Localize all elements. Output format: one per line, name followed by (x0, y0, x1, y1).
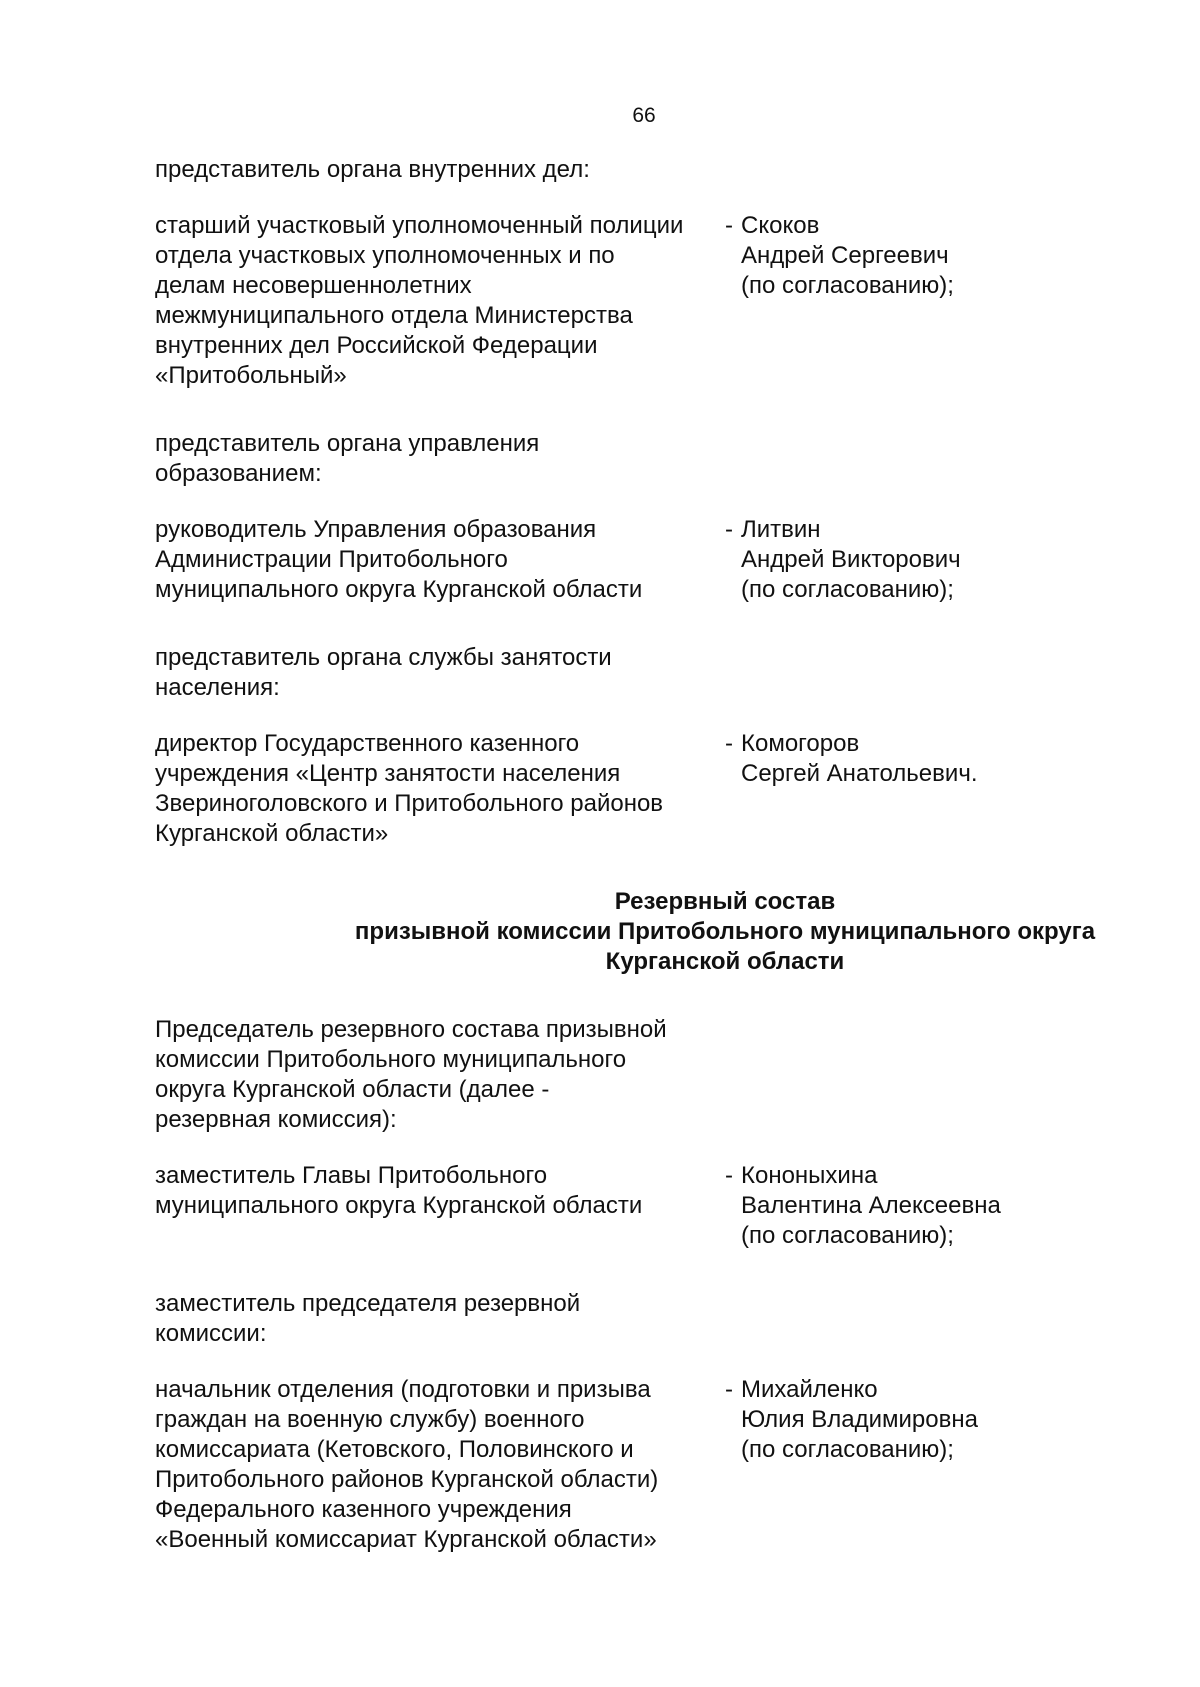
person-note: (по согласованию); (741, 1436, 954, 1463)
member-position (155, 1161, 725, 1251)
person-name: Сергей Анатольевич. (741, 760, 978, 787)
section-heading (155, 1289, 1055, 1349)
heading-line: представитель органа управления (155, 430, 540, 457)
heading-line: комиссии: (155, 1320, 267, 1347)
position-line: муниципального округа Курганской области (155, 576, 643, 603)
heading-line: представитель органа внутренних дел: (155, 156, 590, 183)
heading-line: заместитель председателя резервной (155, 1290, 581, 1317)
position-line: начальник отделения (подготовки и призыва (155, 1376, 651, 1403)
member-entry (155, 729, 1055, 849)
member-position (155, 515, 725, 605)
position-line: межмуниципального отдела Министерства (155, 302, 633, 329)
entry-dash: - (725, 1162, 733, 1189)
document-body (155, 155, 1096, 1593)
member-entry (155, 1161, 1055, 1251)
title-line: Резервный состав (614, 888, 836, 915)
position-line: руководитель Управления образования (155, 516, 597, 543)
entry-dash: - (725, 516, 733, 543)
title-line: призывной комиссии Притобольного муниципального округа (354, 918, 1096, 945)
position-line: «Военный комиссариат Курганской области» (155, 1526, 657, 1553)
heading-line: резервная комиссия): (155, 1106, 397, 1133)
member-person (741, 211, 1055, 391)
position-line: Курганской области» (155, 820, 389, 847)
section-heading (155, 1015, 1055, 1135)
position-line: старший участковый уполномоченный полиции (155, 212, 684, 239)
position-line: Федерального казенного учреждения (155, 1496, 572, 1523)
person-surname: Кононыхина (741, 1162, 878, 1189)
person-surname: Скоков (741, 212, 820, 239)
position-line: учреждения «Центр занятости населения (155, 760, 621, 787)
position-line: граждан на военную службу) военного (155, 1406, 585, 1433)
title-line: Курганской области (605, 948, 845, 975)
member-entry (155, 1375, 1055, 1555)
heading-line: образованием: (155, 460, 322, 487)
member-position (155, 1375, 725, 1555)
section-heading (155, 155, 1055, 185)
heading-line: представитель органа службы занятости (155, 644, 612, 671)
position-line: муниципального округа Курганской области (155, 1192, 643, 1219)
position-line: комиссариата (Кетовского, Половинского и (155, 1436, 634, 1463)
person-name: Валентина Алексеевна (741, 1192, 1001, 1219)
position-line: внутренних дел Российской Федерации (155, 332, 598, 359)
section-heading (155, 643, 1055, 703)
position-line: отдела участковых уполномоченных и по (155, 242, 615, 269)
entry-dash: - (725, 1376, 733, 1403)
heading-line: округа Курганской области (далее - (155, 1076, 550, 1103)
position-line: заместитель Главы Притобольного (155, 1162, 548, 1189)
person-note: (по согласованию); (741, 272, 954, 299)
entry-dash: - (725, 212, 733, 239)
heading-line: Председатель резервного состава призывной (155, 1016, 667, 1043)
position-line: Администрации Притобольного (155, 546, 508, 573)
member-entry (155, 515, 1055, 605)
heading-line: населения: (155, 674, 280, 701)
reserve-section-title (225, 887, 1200, 977)
member-entry (155, 211, 1055, 391)
page-number: 66 (632, 104, 656, 127)
person-name: Андрей Сергеевич (741, 242, 949, 269)
member-person (741, 1161, 1055, 1251)
person-surname: Комогоров (741, 730, 860, 757)
member-position (155, 729, 725, 849)
section-heading (155, 429, 1055, 489)
person-name: Андрей Викторович (741, 546, 961, 573)
heading-line: комиссии Притобольного муниципального (155, 1046, 627, 1073)
person-surname: Михайленко (741, 1376, 878, 1403)
position-line: директор Государственного казенного (155, 730, 580, 757)
member-position (155, 211, 725, 391)
member-person (741, 729, 1055, 849)
position-line: Звериноголовского и Притобольного районов (155, 790, 664, 817)
person-note: (по согласованию); (741, 576, 954, 603)
position-line: «Притобольный» (155, 362, 347, 389)
position-line: делам несовершеннолетних (155, 272, 472, 299)
person-note: (по согласованию); (741, 1222, 954, 1249)
person-surname: Литвин (741, 516, 821, 543)
person-name: Юлия Владимировна (741, 1406, 978, 1433)
member-person (741, 1375, 1055, 1555)
position-line: Притобольного районов Курганской области) (155, 1466, 659, 1493)
entry-dash: - (725, 730, 733, 757)
member-person (741, 515, 1055, 605)
